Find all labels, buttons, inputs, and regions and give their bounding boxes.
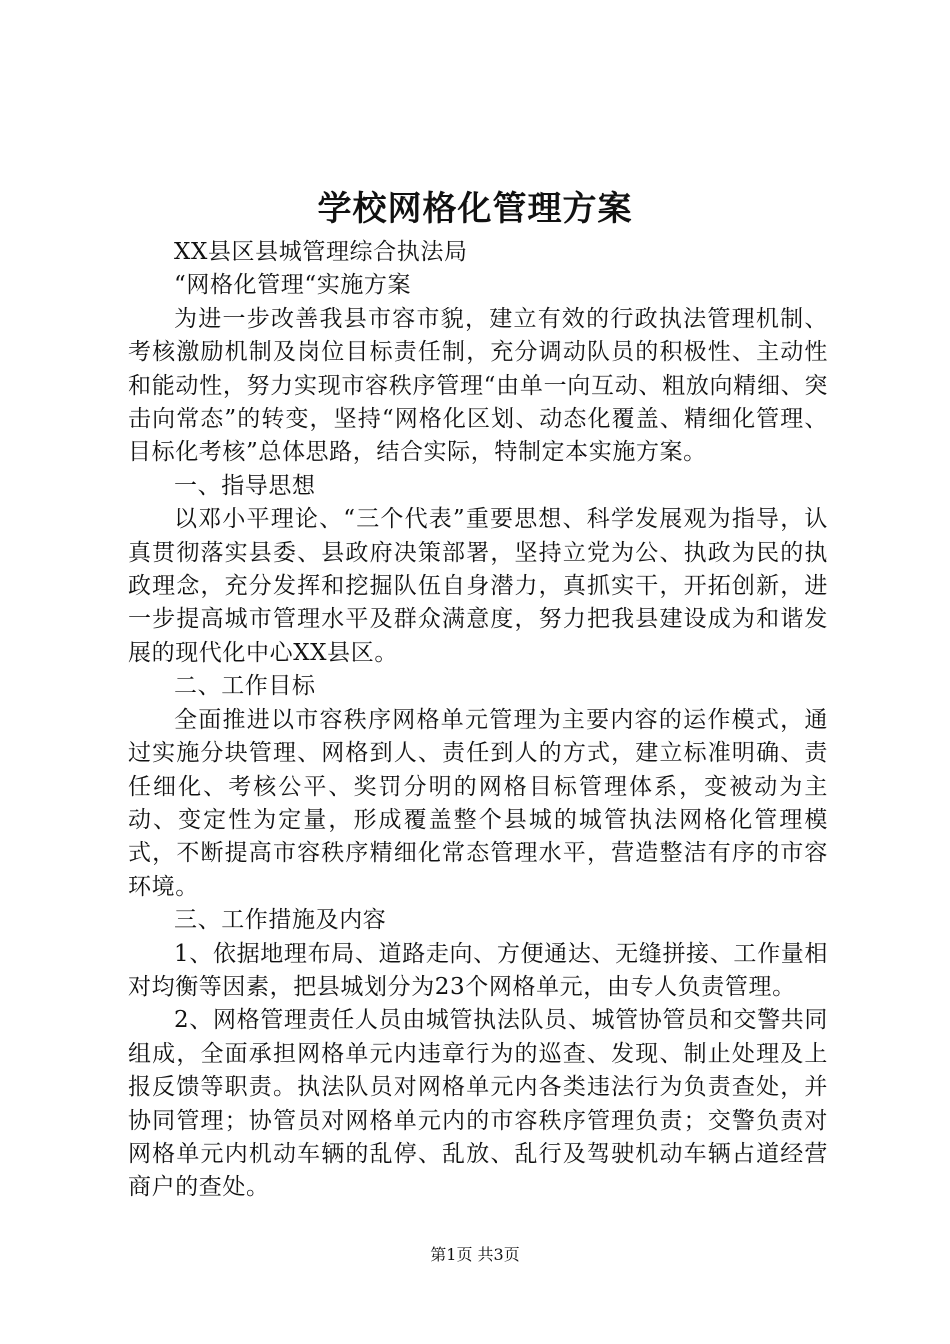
section-heading-measures: 三、工作措施及内容 bbox=[174, 907, 387, 934]
paragraph-issuer: XX县区县城管理综合执法局 bbox=[174, 239, 468, 265]
paragraph-subtitle: “网格化管理“实施方案 bbox=[174, 272, 412, 299]
section-heading-work-goals: 二、工作目标 bbox=[174, 673, 316, 700]
paragraph-measure-1: 1、依据地理布局、道路走向、方便通达、无缝拼接、工作量相对均衡等因素，把县城划分为23个网格单元，由专人负责管理。 bbox=[128, 940, 828, 1000]
page-footer: 第1页 共3页 bbox=[430, 1245, 520, 1264]
paragraph-intro: 为进一步改善我县市容市貌，建立有效的行政执法管理机制、考核激励机制及岗位目标责任制，充分调动队员的积极性、主动性和能动性，努力实现市容秩序管理“由单一向互动、粗放向精细、突击向常态”的转变，坚持“网格化区划、动态化覆盖、精细化管理、目标化考核”总体思路，结合实际，特制定本实施方案。 bbox=[128, 305, 828, 466]
section-heading-guiding-ideology: 一、指导思想 bbox=[174, 472, 316, 499]
document-body bbox=[128, 236, 828, 1205]
paragraph-work-goals: 全面推进以市容秩序网格单元管理为主要内容的运作模式，通过实施分块管理、网格到人、责任到人的方式，建立标准明确、责任细化、考核公平、奖罚分明的网格目标管理体系，变被动为主动、变定性为定量，形成覆盖整个县城的城管执法网格化管理模式，不断提高市容秩序精细化常态管理水平，营造整洁有序的市容环境。 bbox=[128, 706, 828, 900]
paragraph-measure-2: 2、网格管理责任人员由城管执法队员、城管协管员和交警共同组成，全面承担网格单元内违章行为的巡查、发现、制止处理及上报反馈等职责。执法队员对网格单元内各类违法行为负责查处，并协同管理；协管员对网格单元内的市容秩序管理负责；交警负责对网格单元内机动车辆的乱停、乱放、乱行及驾驶机动车辆占道经营商户的查处。 bbox=[128, 1007, 828, 1201]
document-title: 学校网格化管理方案 bbox=[317, 189, 633, 229]
paragraph-guiding-ideology: 以邓小平理论、“三个代表”重要思想、科学发展观为指导，认真贯彻落实县委、县政府决策部署，坚持立党为公、执政为民的执政理念，充分发挥和挖掘队伍自身潜力，真抓实干，开拓创新，进一步提高城市管理水平及群众满意度，努力把我县建设成为和谐发展的现代化中心XX县区。 bbox=[128, 506, 828, 666]
